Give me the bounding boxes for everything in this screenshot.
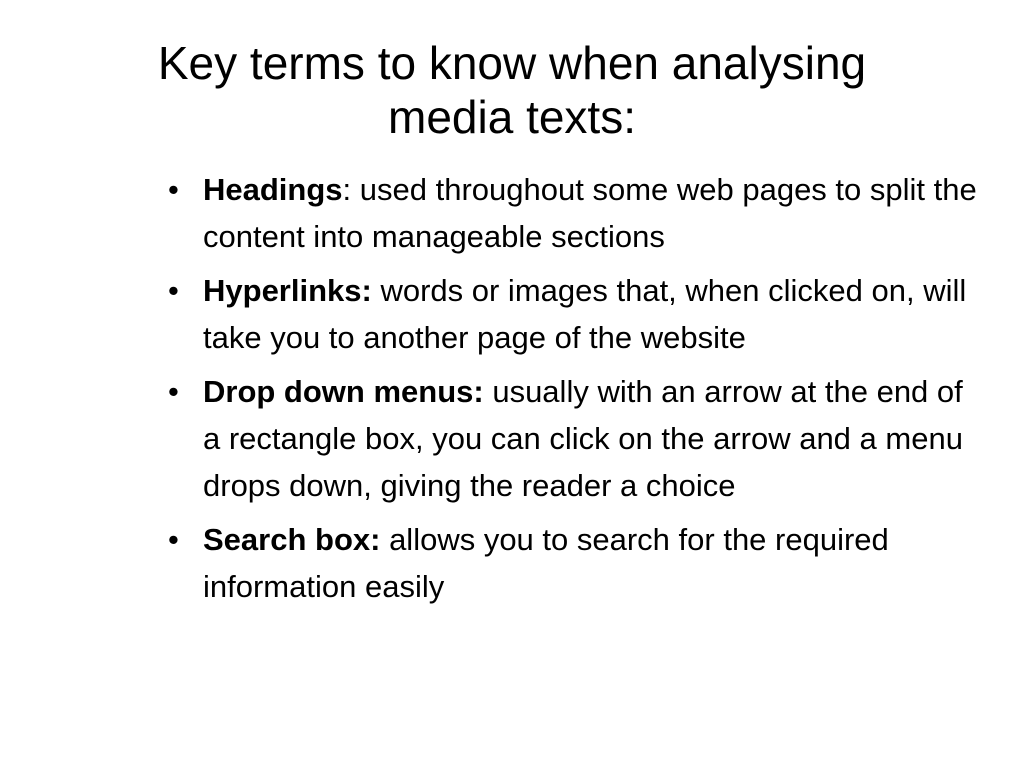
slide-title — [40, 36, 984, 144]
term-separator: : — [342, 172, 360, 207]
definition-hyperlinks: words or images that, when clicked on, will take you to another page of the website — [203, 273, 967, 355]
bullet-icon: • — [168, 522, 179, 557]
slide-title-line-1: Key terms to know when analysing — [157, 37, 867, 89]
list-item-headings — [160, 166, 980, 260]
list-item-search-box — [160, 516, 980, 610]
bullet-icon: • — [168, 374, 179, 409]
term-search-box: Search box: — [203, 522, 390, 557]
list-item-drop-down-menus — [160, 368, 980, 509]
definition-drop-down-menus: usually with an arrow at the end of a rectangle box, you can click on the arrow and a menu drops down, giving the reader a choice — [203, 374, 963, 503]
bullet-icon: • — [168, 273, 179, 308]
term-headings: Headings — [203, 172, 343, 207]
term-hyperlinks: Hyperlinks: — [203, 273, 381, 308]
list-item-hyperlinks — [160, 267, 980, 361]
bullet-icon: • — [168, 172, 179, 207]
definition-search-box: allows you to search for the required information easily — [203, 522, 889, 604]
key-terms-list — [160, 166, 980, 617]
slide-title-line-2: media texts: — [388, 91, 636, 143]
term-drop-down-menus: Drop down menus: — [203, 374, 493, 409]
definition-headings: used throughout some web pages to split the content into manageable sections — [203, 172, 977, 254]
